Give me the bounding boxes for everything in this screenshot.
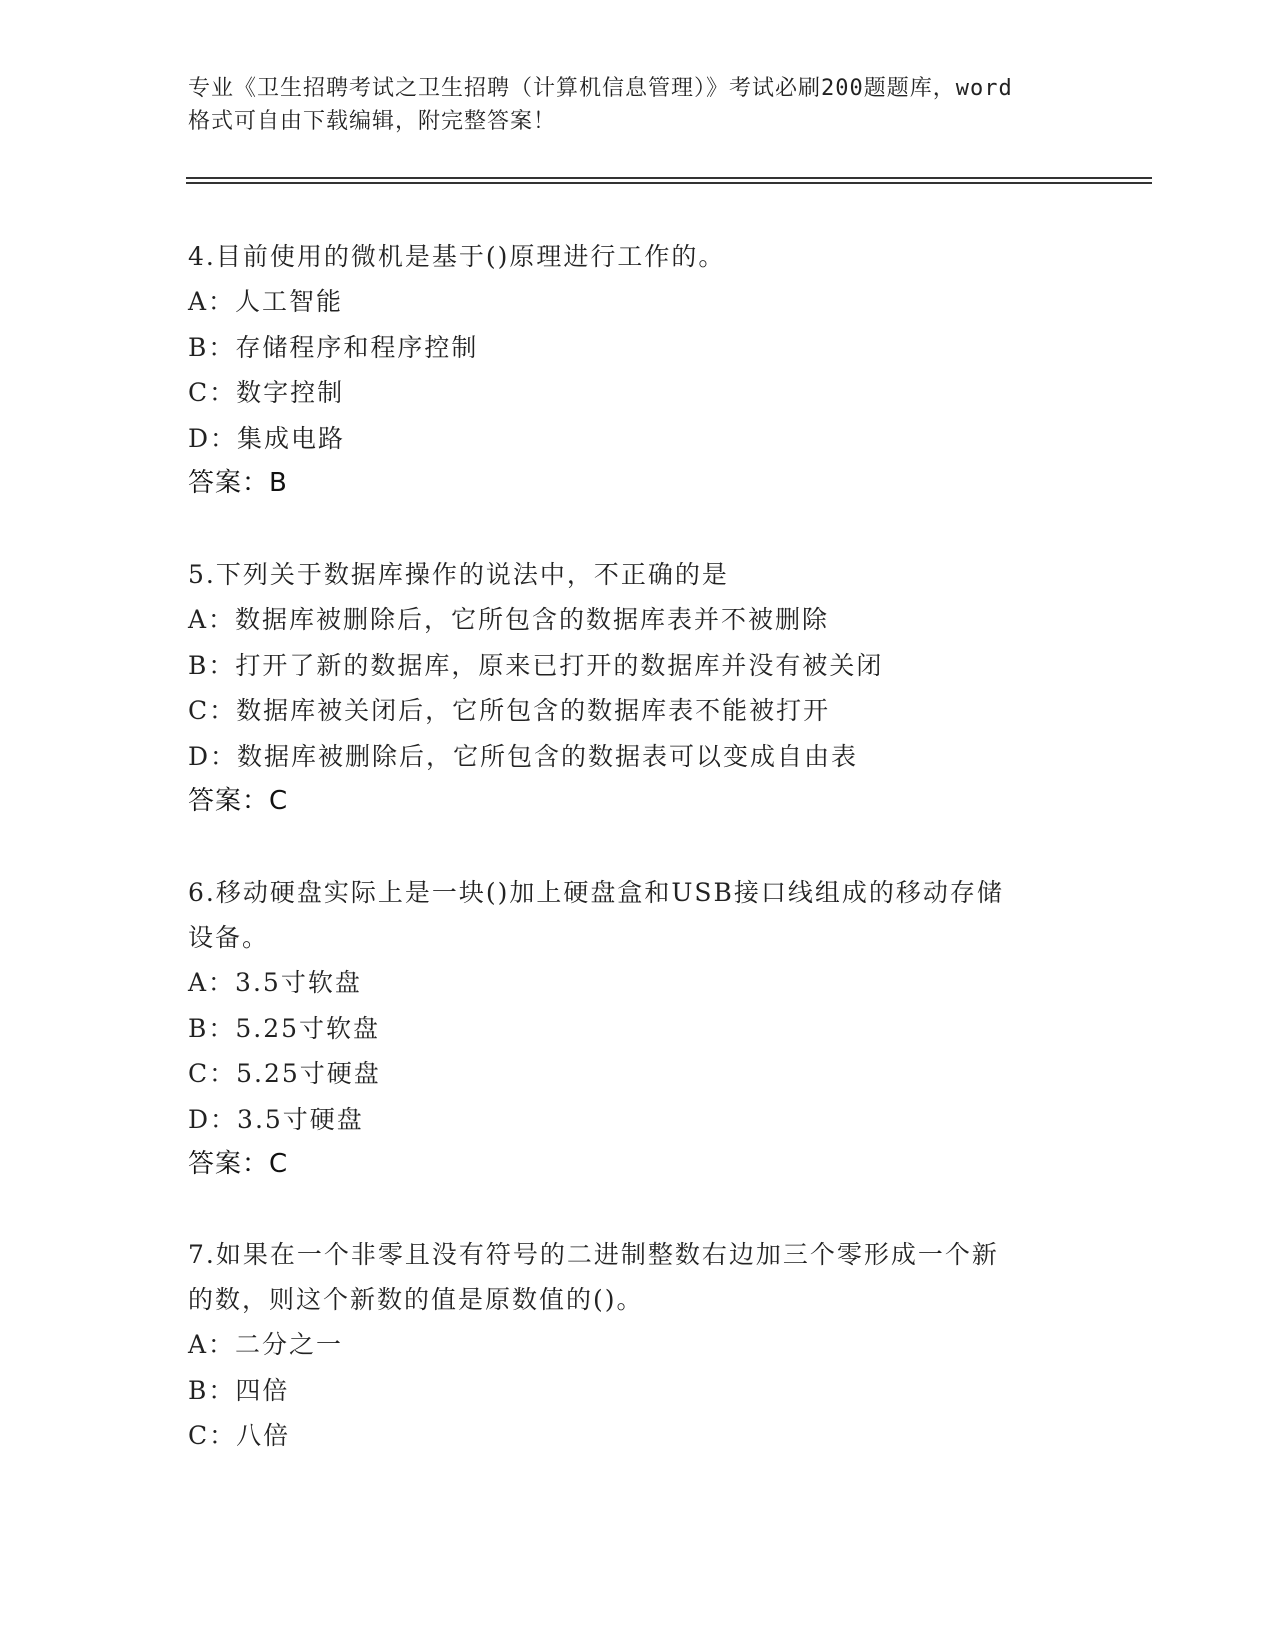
option-a: A：二分之一	[188, 1330, 344, 1359]
option-c: C：八倍	[188, 1421, 291, 1450]
option-c: C：数字控制	[188, 378, 345, 407]
option-a: A：人工智能	[188, 287, 344, 316]
option-a: A：3.5寸软盘	[188, 968, 362, 997]
option-d: D：数据库被删除后，它所包含的数据表可以变成自由表	[188, 741, 859, 771]
option-b: B：存储程序和程序控制	[188, 332, 479, 362]
option-c: C：数据库被关闭后，它所包含的数据库表不能被打开	[188, 696, 831, 725]
question-stem-line-2: 的数，则这个新数的值是原数值的()。	[188, 1285, 644, 1314]
option-b: B：四倍	[188, 1375, 290, 1405]
option-d: D：集成电路	[188, 423, 346, 453]
header-divider-top	[186, 177, 1152, 179]
header-line-1: 专业《卫生招聘考试之卫生招聘（计算机信息管理）》考试必刷200题题库，word	[188, 76, 1013, 101]
question-stem-line-2: 设备。	[188, 923, 270, 952]
question-stem-line-1: 7.如果在一个非零且没有符号的二进制整数右边加三个零形成一个新	[188, 1240, 999, 1269]
option-c: C：5.25寸硬盘	[188, 1059, 381, 1088]
answer-line: 答案：C	[188, 1149, 289, 1179]
document-header	[188, 72, 1088, 138]
option-d: D：3.5寸硬盘	[188, 1104, 364, 1134]
question-6	[188, 870, 1068, 1188]
option-b: B：5.25寸软盘	[188, 1013, 381, 1043]
question-stem: 4.目前使用的微机是基于()原理进行工作的。	[188, 242, 726, 271]
option-a: A：数据库被删除后，它所包含的数据库表并不被删除	[188, 605, 830, 634]
question-7	[188, 1232, 1068, 1459]
header-line-2: 格式可自由下载编辑，附完整答案！	[188, 109, 557, 134]
option-b: B：打开了新的数据库，原来已打开的数据库并没有被关闭	[188, 650, 884, 680]
question-stem: 5.下列关于数据库操作的说法中，不正确的是	[188, 560, 729, 589]
answer-line: 答案：B	[188, 468, 288, 498]
answer-line: 答案：C	[188, 786, 289, 816]
question-5	[188, 552, 1068, 825]
question-4	[188, 234, 1068, 507]
header-divider-bottom	[186, 182, 1152, 184]
question-stem-line-1: 6.移动硬盘实际上是一块()加上硬盘盒和USB接口线组成的移动存储	[188, 878, 1004, 907]
